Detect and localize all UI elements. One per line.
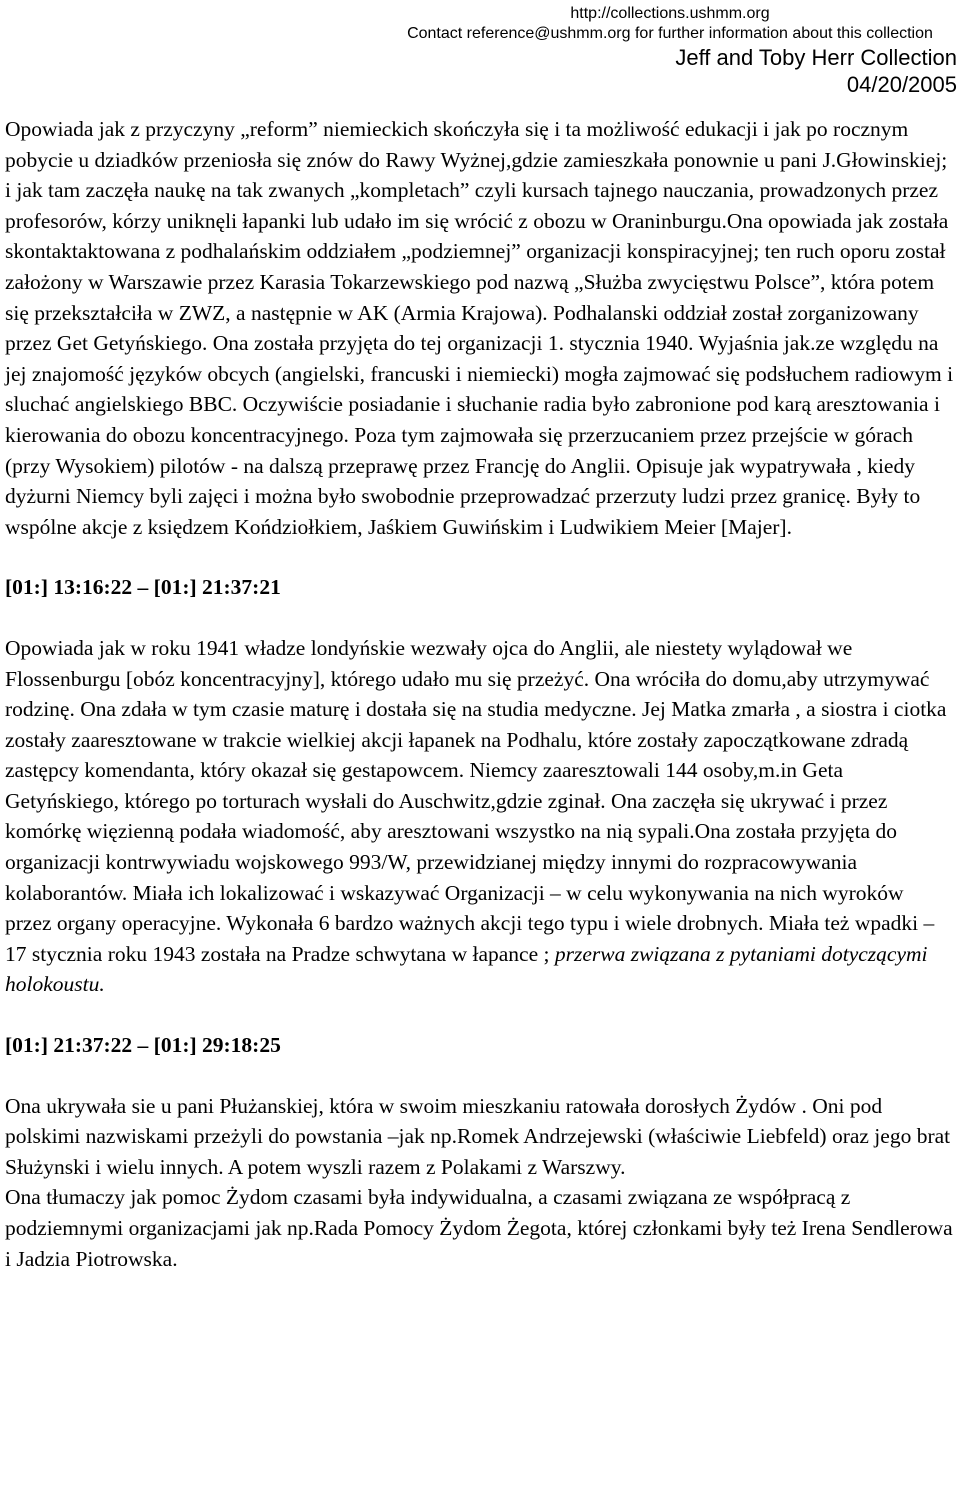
document-date: 04/20/2005 (846, 72, 957, 97)
spacer (5, 603, 954, 633)
transcript-body (5, 114, 954, 1274)
spacer (5, 1000, 954, 1030)
paragraph-3: Ona ukrywała sie u pani Płużanskiej, która w swoim mieszkaniu ratowała dorosłych Żydów . Oni pod polskimi nazwiskami przeżyli do powstania –jak np.Romek Andrzejewski (właściwie Liebfeld) oraz jego brat Służynski i wielu innych. A potem wyszli razem z Polakami z Warszwy. (5, 1093, 951, 1179)
timecode-heading-1: [01:] 13:16:22 – [01:] 21:37:21 (5, 575, 281, 600)
timecode-heading-2: [01:] 21:37:22 – [01:] 29:18:25 (5, 1033, 281, 1058)
paragraph-2-italic-note: przerwa związana z pytaniami dotyczącymi holokoustu. (5, 941, 928, 997)
spacer (5, 542, 954, 572)
collection-title: Jeff and Toby Herr Collection (675, 45, 957, 70)
paragraph-2 (5, 633, 954, 1000)
paragraph-4: Ona tłumaczy jak pomoc Żydom czasami była indywidualna, a czasami związana ze współpracą z podziemnymi organizacjami jak np.Rada Pomocy Żydom Żegota, której członkami były też Irena Sendlerowa i Jadzia Piotrowska. (5, 1185, 953, 1271)
source-url[interactable]: http://collections.ushmm.org (570, 5, 770, 22)
page-header (0, 4, 960, 104)
paragraph-1: Opowiada jak z przyczyny „reform” niemieckich skończyła się i ta możliwość edukacji i jak po rocznym pobycie u dziadków przeniosła się znów do Rawy Wyżnej,gdzie zamieszkała ponownie u pani J.Głowinskiej; i jak tam zaczęła naukę na tak zwanych „kompletach” czyli kursach tajnego nauczania, prowadzonych przez profesorów, kórzy uniknęli łapanki lub udało im się wrócić z obozu w Oraninburgu.Ona opowiada jak została skontaktaktowana z podhalańskim oddziałem „podziemnej” organizacji konspiracyjnej; ten ruch oporu został założony w Warszawie przez Karasia Tokarzewskiego pod nazwą „Służba zwycięstwu Polsce”, która potem się przekształciła w ZWZ, a następnie w AK (Armia Krajowa). Podhalanski oddział został zorganizowany przez Get Getyńskiego. Ona została przyjęta do tej organizacji 1. stycznia 1940. Wyjaśnia jak.ze względu na jej znajomość języków obcych (angielski, francuski i niemiecki) mogła zajmować się podsłuchem radiowym i sluchać angielskiego BBC. Oczywiście posiadanie i słuchanie radia było zabronione pod karą aresztowania i kierowania do obozu koncentracyjnego. Poza tym zajmowała się przerzucaniem przez przejście w górach (przy Wysokiem) pilotów - na dalszą przeprawę przez Francję do Anglii. Opisuje jak wypatrywała , kiedy dyżurni Niemcy byli zajęci i można było swobodnie przeprowadzać przerzuty ludzi przez granicę. Były to wspólne akcje z księdzem Końdziołkiem, Jaśkiem Guwińskim i Ludwikiem Meier [Majer]. (5, 117, 954, 539)
paragraph-2-text: Opowiada jak w roku 1941 władze londyńskie wezwały ojca do Anglii, ale niestety wylądował we Flossenburgu [obóz koncentracyjny], którego udało mu się przeżyć. Ona wróciła do domu,aby utrzymywać rodzinę. Ona zdała w tym czasie maturę i dostała się na studia medyczne. Jej Matka zmarła , a siostra i ciotka zostały zaaresztowane w trakcie wielkiej akcji łapanek na Podhalu, które zostały zapoczątkowane zdradą zastępcy komendanta, który okazał się gestapowcem. Niemcy zaaresztowali 144 osoby,m.in Geta Getyńskiego, którego po torturach wysłali do Auschwitz,gdzie zginał. Ona zaczęła się ukrywać i przez komórkę więzienną podała wiadomość, aby aresztowani wszystko na nią sypali.Ona została przyjęta do organizacji kontrwywiadu wojskowego 993/W, przewidzianej między innymi do rozpracowywania kolaborantów. Miała ich lokalizować i wskazywać Organizacji – w celu wykonywania na nich wyroków przez organy operacyjne. Wykonała 6 bardzo ważnych akcji tego typu i wiele drobnych. Miała też wpadki – 17 stycznia roku 1943 została na Pradze schwytana w łapance ; (5, 635, 947, 966)
contact-line: Contact reference@ushmm.org for further information about this collection (407, 25, 933, 42)
spacer (5, 1061, 954, 1091)
